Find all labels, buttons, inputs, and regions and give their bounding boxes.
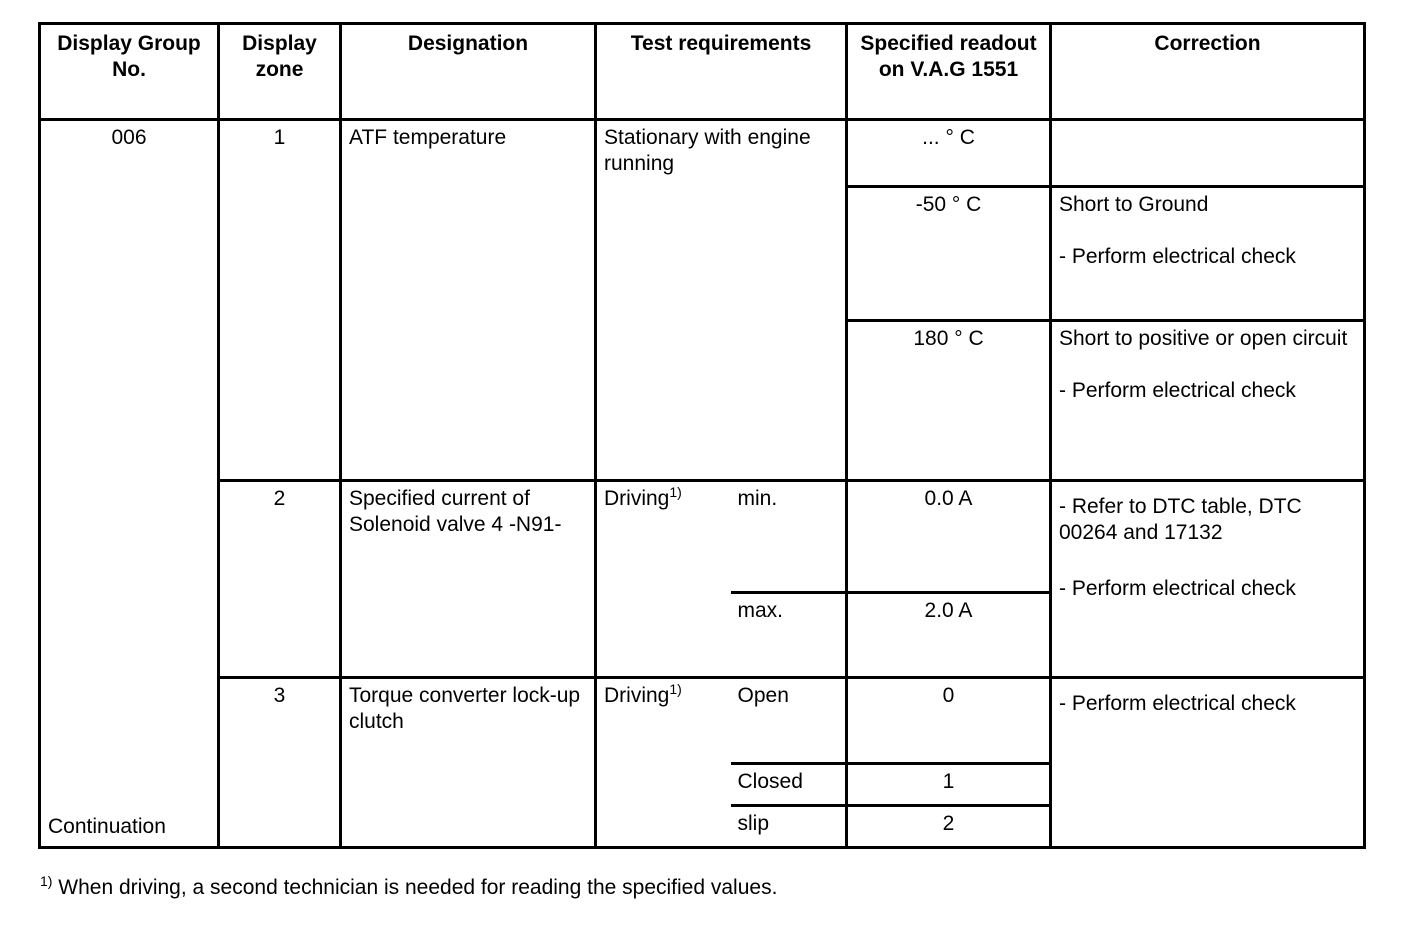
zone2-number: 2	[219, 481, 341, 678]
zone1-readout-2: -50 ° C	[847, 187, 1051, 321]
zone2-cond-2: max.	[731, 593, 847, 678]
correction-title: Short to positive or open circuit	[1059, 327, 1348, 350]
zone1-readout-1: ... ° C	[847, 120, 1051, 187]
header-designation: Designation	[341, 24, 596, 120]
footnote-text: When driving, a second technician is needed for reading the specified values.	[58, 876, 778, 899]
zone3-readout-2: 1	[847, 764, 1051, 806]
group-cell	[40, 120, 219, 848]
spec-table	[38, 22, 1366, 849]
zone2-readout-2: 2.0 A	[847, 593, 1051, 678]
zone3-readout-3: 2	[847, 806, 1051, 848]
header-group: Display Group No.	[40, 24, 219, 120]
test-label: Driving	[604, 684, 670, 707]
zone3-test	[596, 678, 731, 848]
zone3-correction	[1051, 678, 1365, 848]
header-row	[40, 24, 1365, 120]
footnote	[40, 873, 778, 900]
zone3-cond-3: slip	[731, 806, 847, 848]
correction-action: - Perform electrical check	[1059, 692, 1296, 715]
test-label: Driving	[604, 487, 670, 510]
correction-action: - Perform electrical check	[1059, 245, 1296, 268]
header-test: Test requirements	[596, 24, 847, 120]
zone3-row-1	[40, 678, 1365, 764]
zone2-designation: Specified current of Solenoid valve 4 -N91-	[341, 481, 596, 678]
correction-action: - Perform electrical check	[1059, 379, 1296, 402]
header-zone: Display zone	[219, 24, 341, 120]
zone3-designation: Torque converter lock-up clutch	[341, 678, 596, 848]
continuation-label: Continuation	[48, 815, 166, 838]
zone1-row-1	[40, 120, 1365, 187]
zone3-readout-1: 0	[847, 678, 1051, 764]
zone1-designation: ATF temperature	[341, 120, 596, 481]
zone3-cond-2: Closed	[731, 764, 847, 806]
footnote-ref: 1)	[669, 484, 682, 500]
correction-dtc: - Refer to DTC table, DTC 00264 and 17132	[1059, 495, 1302, 544]
zone1-correction-2	[1051, 187, 1365, 321]
zone3-cond-1: Open	[731, 678, 847, 764]
zone1-correction-1	[1051, 120, 1365, 187]
footnote-mark: 1)	[40, 873, 53, 889]
correction-title: Short to Ground	[1059, 193, 1209, 216]
zone2-cond-1: min.	[731, 481, 847, 593]
zone3-number: 3	[219, 678, 341, 848]
group-number: 006	[111, 126, 147, 149]
zone2-readout-1: 0.0 A	[847, 481, 1051, 593]
zone1-readout-3: 180 ° C	[847, 321, 1051, 481]
zone2-test	[596, 481, 731, 678]
footnote-ref: 1)	[669, 681, 682, 697]
zone1-correction-3	[1051, 321, 1365, 481]
zone1-number: 1	[219, 120, 341, 481]
zone2-correction	[1051, 481, 1365, 678]
header-correction: Correction	[1051, 24, 1365, 120]
header-readout: Specified readout on V.A.G 1551	[847, 24, 1051, 120]
correction-action: - Perform electrical check	[1059, 577, 1296, 600]
zone1-test: Stationary with engine running	[596, 120, 847, 481]
zone2-row-1	[40, 481, 1365, 593]
